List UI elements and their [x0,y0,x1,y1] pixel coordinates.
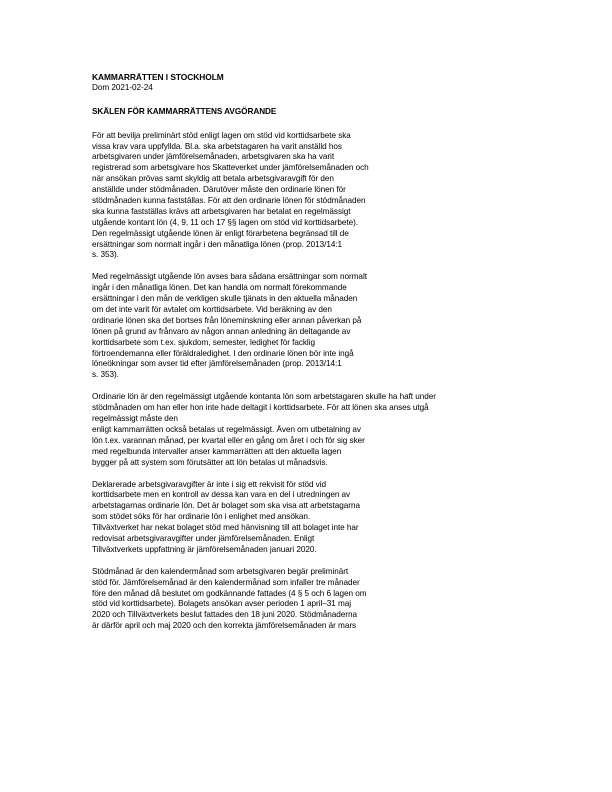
text-line: ordinarie lönen ska det bortses från löneminskning eller annan påverkan på [92,315,362,325]
paragraph [92,480,512,556]
paragraph [92,131,512,262]
text-line: Den regelmässigt utgående lönen är enligt förarbetena begränsad till de [92,228,349,238]
text-line: bygger på att system som förutsätter att lön betalas ut månadsvis. [92,457,328,467]
text-line: förtroendemanna eller föräldraledighet. I den ordinarie lönen bör inte ingå [92,348,354,358]
text-line: är därför april och maj 2020 och den korrekta jämförelsemånaden är mars [92,621,357,631]
text-line: om det inte varit för avtalet om korttidsarbete. Vid beräkning av den [92,305,332,315]
document-body [92,72,512,643]
paragraph [92,567,512,632]
text-line: stödmånaden om han eller hon inte hade deltagit i korttidsarbete. För att lönen ska anses utgå [92,403,429,413]
text-line: För att bevilja preliminärt stöd enligt lagen om stöd vid korttidsarbete ska [92,130,351,140]
text-line: vissa krav vara uppfyllda. Bl.a. ska arbetstagaren ha varit anställd hos [92,141,342,151]
section-title: SKÄLEN FÖR KAMMARRÄTTENS AVGÖRANDE [92,106,277,116]
text-line: arbetsgivaren under jämförelsemånaden, arbetsgivaren ska ha varit [92,152,335,162]
paragraph [92,272,512,381]
text-line: redovisat arbetsgivaravgifter under jämförelsemånaden. Enligt [92,533,315,543]
text-line: stödmånaden kunna fastställas. För att den ordinarie lönen för stödmånaden [92,196,366,206]
text-line: korttidsarbete som t.ex. sjukdom, semester, ledighet för facklig [92,337,315,347]
paragraphs [92,131,512,632]
text-line: med regelbunda intervaller anser kammarrätten att den aktuella lagen [92,446,342,456]
text-line: Tillväxtverket har nekat bolaget stöd med hänvisning till att bolaget inte har [92,523,359,533]
text-line: Deklarerade arbetsgivaravgifter är inte i sig ett rekvisit för stöd vid [92,479,326,489]
text-line: s. 353). [92,370,119,380]
text-line: före den månad då beslutet om godkännande fattades (4 § 5 och 6 lagen om [92,588,367,598]
text-line: s. 353). [92,250,119,260]
text-line: löneökningar som avser tid efter jämförelsemånaden (prop. 2013/14:1 [92,359,342,369]
text-line: korttidsarbete men en kontroll av dessa kan vara en del i utredningen av [92,490,351,500]
judgment-date: Dom 2021-02-24 [92,82,153,92]
text-line: ingår i den månatliga lönen. Det kan handla om normalt förekommande [92,283,347,293]
text-line: ersättningar i den mån de verkligen skulle tjänats in den aktuella månaden [92,294,358,304]
text-line: ersättningar som normalt ingår i den månatliga lönen (prop. 2013/14:1 [92,239,343,249]
text-line: Tillväxtverkets uppfattning är jämförelsemånaden januari 2020. [92,544,317,554]
text-line: arbetstagarnas ordinarie lön. Det är bolaget som ska visa att arbetstagarna [92,501,360,511]
text-line: Med regelmässigt utgående lön avses bara sådana ersättningar som normalt [92,272,367,282]
text-line: regelmässigt måste den [92,414,178,424]
paragraph [92,392,512,468]
text-line: utgående kontant lön (4, 9, 11 och 17 §§ lagen om stöd vid korttidsarbete). [92,217,359,227]
text-line: ska kunna fastställas krävs att arbetsgivaren har betalat en regelmässigt [92,206,351,216]
text-line: stöd för. Jämförelsemånad är den kalendermånad som infaller tre månader [92,577,360,587]
text-line: Ordinarie lön är den regelmässigt utgående kontanta lön som arbetstagaren skulle ha haft under [92,392,436,402]
text-line: anställde under stödmånaden. Därutöver måste den ordinarie lönen för [92,185,346,195]
text-line: lönen på grund av frånvaro av någon annan anledning än deltagande av [92,326,351,336]
text-line: enligt kammarrätten också betalas ut regelmässigt. Även om utbetalning av [92,424,361,434]
text-line: lön t.ex. varannan månad, per kvartal eller en gång om året i och för sig sker [92,435,365,445]
text-line: Stödmånad är den kalendermånad som arbetsgivaren begär preliminärt [92,566,349,576]
text-line: stöd vid korttidsarbete). Bolagets ansökan avser perioden 1 april–31 maj [92,599,352,609]
text-line: som stödet söks för har ordinarie lön i enlighet med ansökan. [92,512,311,522]
text-line: 2020 och Tillväxtverkets beslut fattades den 18 juni 2020. Stödmånaderna [92,610,357,620]
text-line: registrerad som arbetsgivare hos Skatteverket under jämförelsemånaden och [92,163,369,173]
court-name: KAMMARRÄTTEN I STOCKHOLM [92,72,224,82]
text-line: när ansökan prövas samt skyldig att betala arbetsgivaravgift för den [92,174,334,184]
